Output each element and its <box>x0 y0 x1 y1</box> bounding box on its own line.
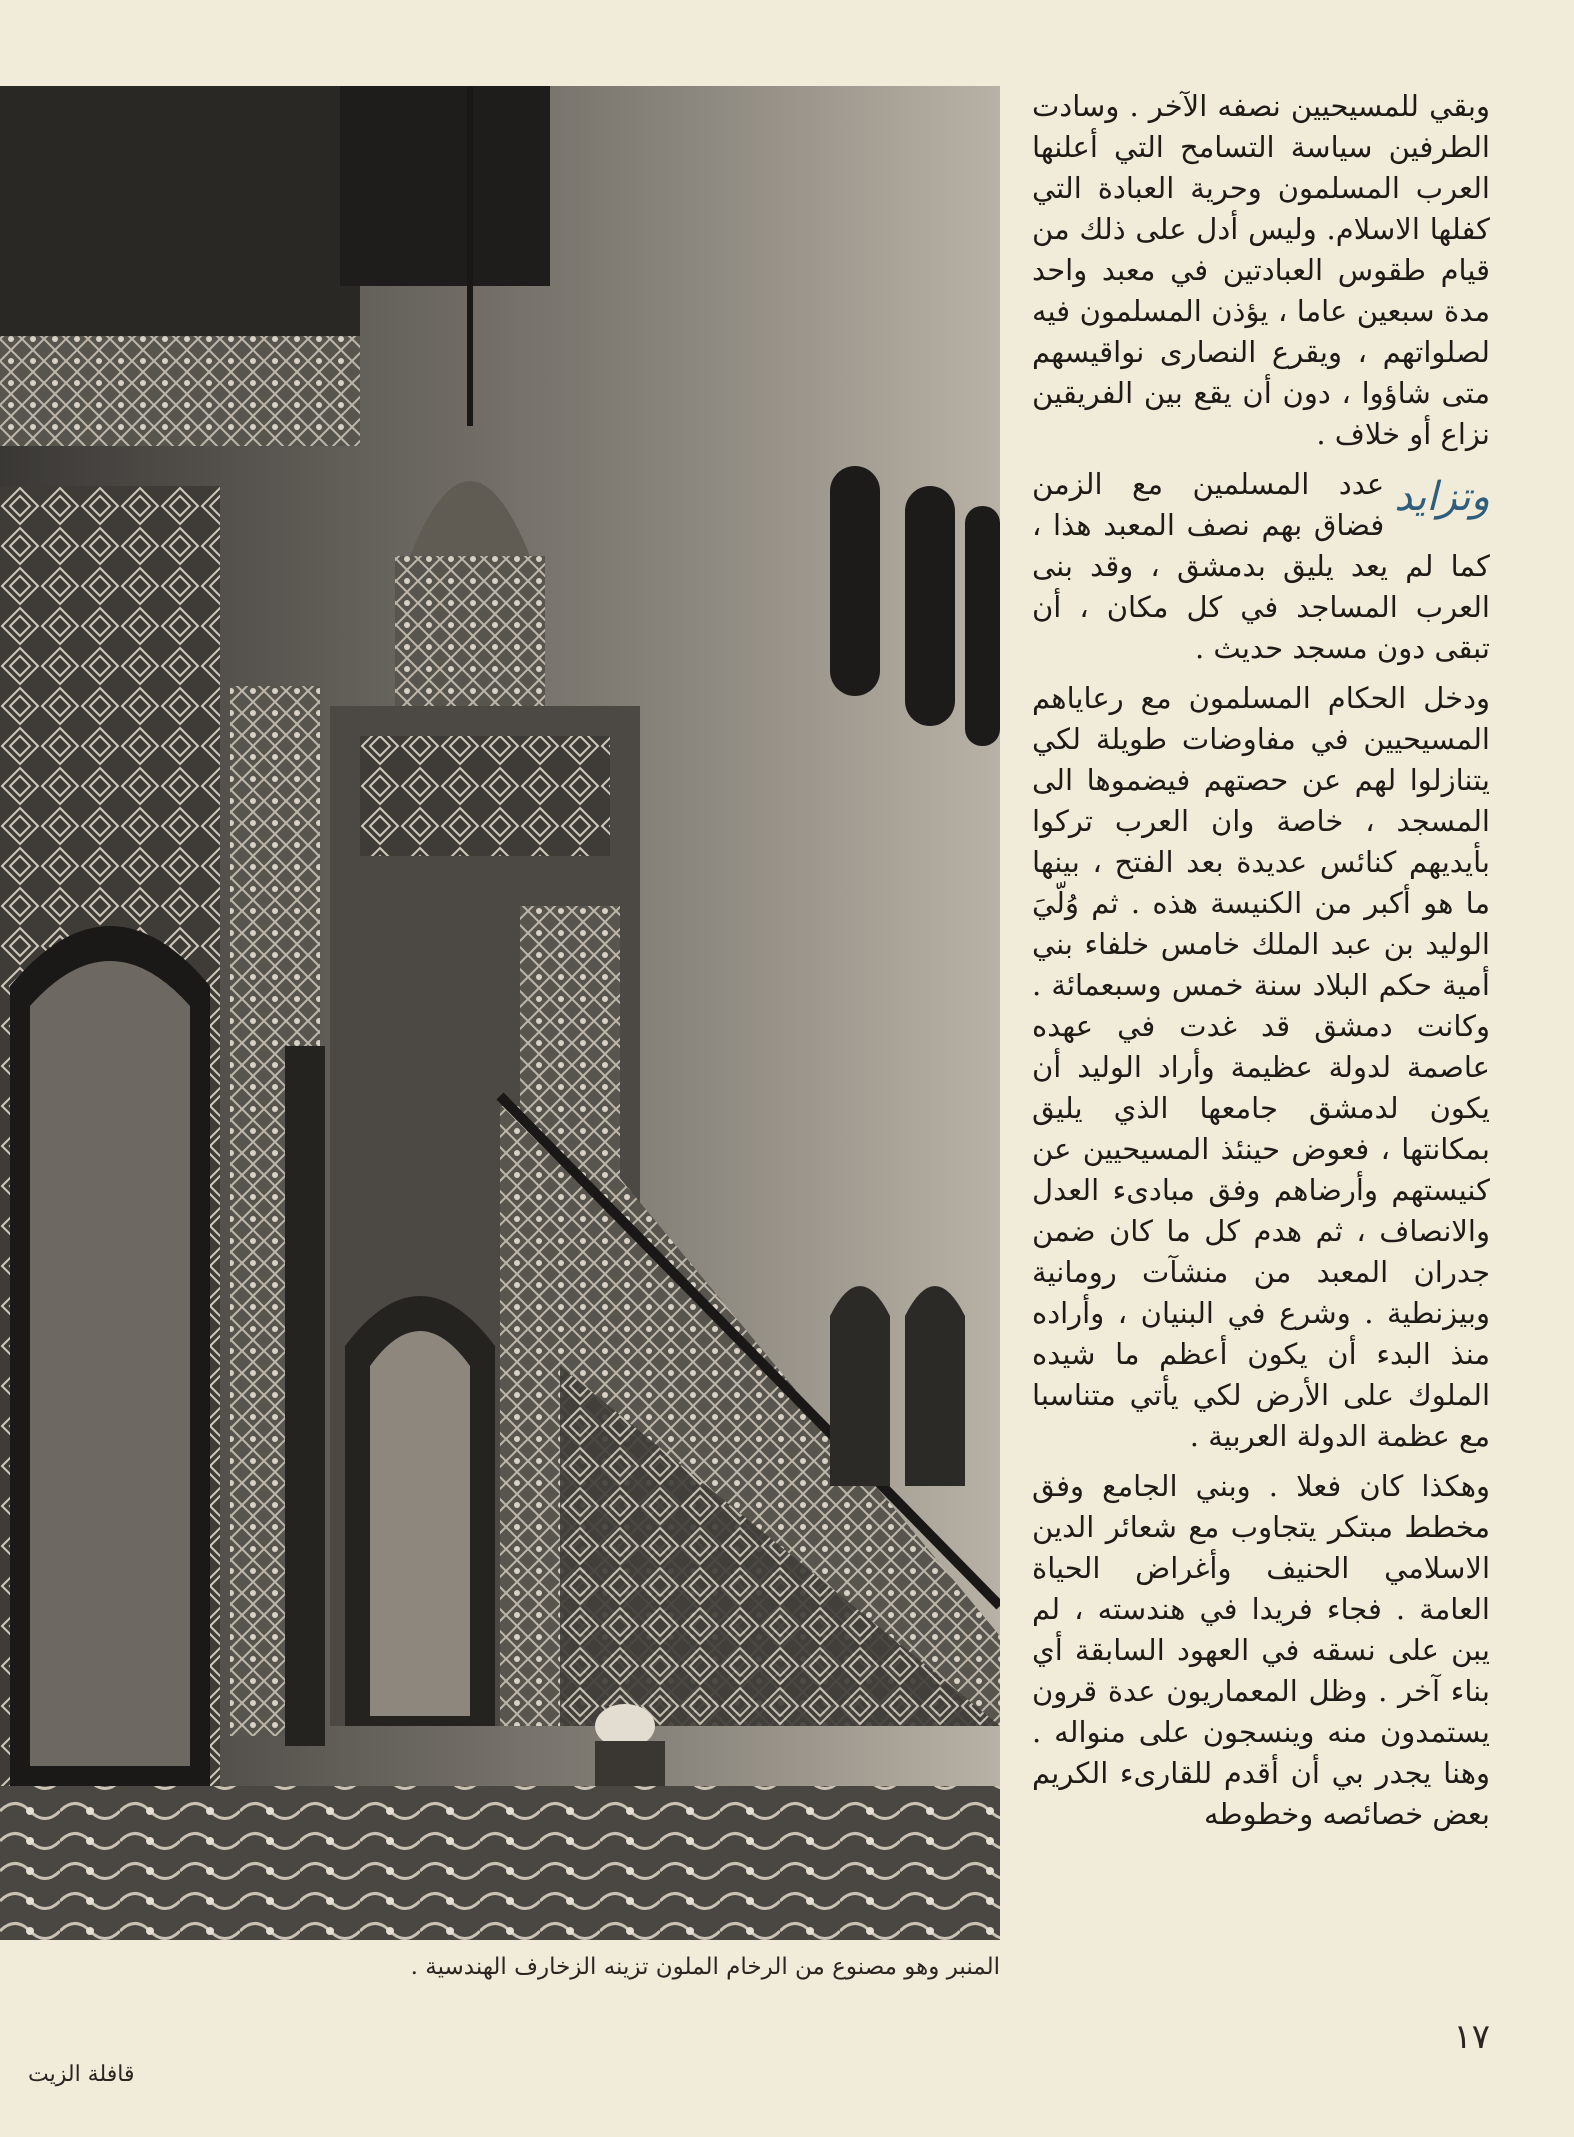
photo-caption: المنبر وهو مصنوع من الرخام الملون تزينه الزخارف الهندسية . <box>410 1954 1000 1980</box>
article-column <box>1032 86 1490 1844</box>
minbar-photo-illustration <box>0 86 1000 1940</box>
lead-word: وتزايد <box>1394 474 1490 520</box>
article-paragraph: وهكذا كان فعلا . وبني الجامع وفق مخطط مبتكر يتجاوب مع شعائر الدين الاسلامي الحنيف وأغراض الحياة العامة . فجاء فريدا في هندسته ، لم يبن على نسقه في العهود السابقة أي بناء آخر . وظل المعماريون عدة قرون يستمدون منه وينسجون على منواله . وهنا يجدر بي أن أقدم للقارىء الكريم بعض خصائصه وخطوطه <box>1032 1469 1490 1831</box>
minbar-photo <box>0 86 1000 1940</box>
article-paragraph: ودخل الحكام المسلمون مع رعاياهم المسيحيين في مفاوضات طويلة لكي يتنازلوا لهم عن حصتهم فيضموها الى المسجد ، خاصة وان العرب تركوا بأيديهم كنائس عديدة بعد الفتح ، بينها ما هو أكبر من الكنيسة هذه . ثم وُلّيَ الوليد بن عبد الملك خامس خلفاء بني أمية حكم البلاد سنة خمس وسبعمائة . وكانت دمشق قد غدت في عهده عاصمة لدولة عظيمة وأراد الوليد أن يكون لدمشق جامعها الذي يليق بمكانتها ، فعوض حينئذ المسيحيين عن كنيستهم وأرضاهم وفق مبادىء العدل والانصاف ، ثم هدم كل ما كان ضمن جدران المعبد من منشآت رومانية وبيزنطية . وشرع في البنيان ، وأراده منذ البدء أن يكون أعظم ما شيده الملوك على الأرض لكي يأتي متناسبا مع عظمة الدولة العربية . <box>1032 681 1490 1453</box>
magazine-name: قافلة الزيت <box>28 2062 135 2087</box>
article-paragraph-text: عدد المسلمين مع الزمن فضاق بهم نصف المعبد هذا ، كما لم يعد يليق بدمشق ، وقد بنى العرب المساجد في كل مكان ، أن تبقى دون مسجد حديث . <box>1032 467 1490 665</box>
page-number: ١٧ <box>1453 2017 1490 2057</box>
article-paragraph: وبقي للمسيحيين نصفه الآخر . وسادت الطرفين سياسة التسامح التي أعلنها العرب المسلمون وحرية العبادة التي كفلها الاسلام. وليس أدل على ذلك من قيام طقوس العبادتين في معبد واحد مدة سبعين عاما ، يؤذن المسلمون فيه لصلواتهم ، ويقرع النصارى نواقيسهم متى شاؤوا ، دون أن يقع بين الفريقين نزاع أو خلاف . <box>1032 89 1490 451</box>
article-paragraph-lead <box>1032 464 1490 669</box>
